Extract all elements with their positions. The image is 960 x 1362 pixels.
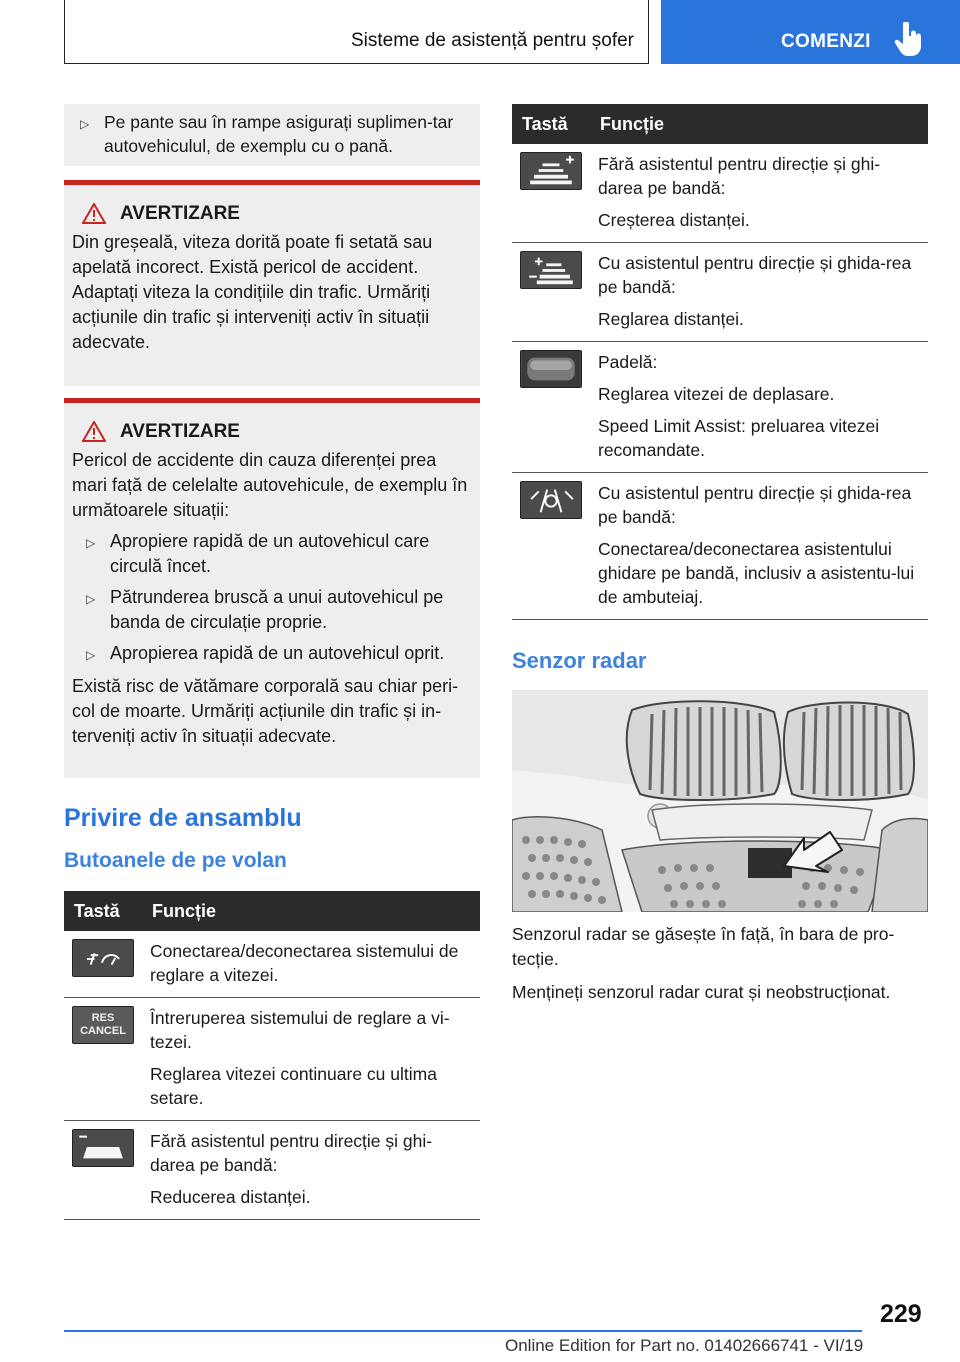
- footer-edition: Online Edition for Part no. 01402666741 - VI/19: [505, 1336, 864, 1355]
- section-heading: Privire de ansamblu: [64, 804, 302, 832]
- chapter-title: Sisteme de asistență pentru șofer: [350, 30, 634, 51]
- cruise-control-icon: [72, 939, 134, 977]
- table-row: RES CANCEL Întreruperea sistemului de reglare a vi-tezei. Reglarea vitezei continuare cu ultima setare.: [64, 998, 480, 1121]
- distance-increase-icon: [520, 152, 582, 190]
- list-item: ▷ Pătrunderea bruscă a unui autovehicul pe banda de circulație proprie.: [78, 585, 472, 635]
- steering-buttons-table-continued: [512, 104, 928, 620]
- distance-adjust-icon: [520, 251, 582, 289]
- rocker-paddle-icon: [520, 350, 582, 388]
- column-header-key: Tastă: [64, 891, 142, 931]
- subsection-heading: Butoanele de pe volan: [64, 849, 287, 872]
- footer-divider: [64, 1330, 862, 1332]
- triangle-bullet-icon: ▷: [80, 117, 90, 131]
- triangle-bullet-icon: ▷: [86, 536, 96, 550]
- table-row: Cu asistentul pentru direcție și ghida-rea pe bandă: Reglarea distanței.: [512, 243, 928, 342]
- steering-buttons-table: [64, 891, 480, 1220]
- hand-pointer-icon: [894, 22, 924, 56]
- warning-title: AVERTIZARE: [72, 201, 472, 226]
- radar-location-text: Senzorul radar se găsește în față, în bara de pro-tecție.: [512, 924, 895, 969]
- table-header-row: [64, 891, 480, 931]
- table-row: Fără asistentul pentru direcție și ghi-darea pe bandă: Creșterea distanței.: [512, 144, 928, 243]
- warning-triangle-icon: [82, 203, 106, 224]
- lane-assist-icon: [520, 481, 582, 519]
- table-row: Fără asistentul pentru direcție și ghi-darea pe bandă: Reducerea distanței.: [64, 1121, 480, 1220]
- column-header-function: Funcție: [142, 891, 480, 931]
- warning-intro: Pericol de accidente din cauza diferenței prea mari față de celelalte autovehicule, de exemplu în următoarele situații:: [72, 450, 468, 520]
- distance-decrease-icon: [72, 1129, 134, 1167]
- warning-text: Din greșeală, viteza dorită poate fi setată sau apelată incorect. Există pericol de accident. Adaptați viteza la condițiile din trafic. Urmăriți acțiunile din trafic și interveniți activ în situații adecvate.: [72, 232, 433, 352]
- column-header-key: Tastă: [512, 104, 590, 144]
- column-header-function: Funcție: [590, 104, 928, 144]
- radar-heading: Senzor radar: [512, 648, 647, 673]
- warning-box-1: [64, 180, 480, 386]
- warning-box-2: [64, 398, 480, 778]
- radar-care-text: Mențineți senzorul radar curat și neobstrucționat.: [512, 982, 891, 1002]
- table-row: Conectarea/deconectarea sistemului de reglare a vitezei.: [64, 931, 480, 998]
- section-title: COMENZI: [781, 31, 871, 52]
- list-item: ▷ Pe pante sau în rampe asigurați suplimen-tar autovehiculul, de exemplu cu o pană.: [72, 110, 470, 158]
- left-column: [64, 104, 480, 1220]
- triangle-bullet-icon: ▷: [86, 592, 96, 606]
- warning-title: AVERTIZARE: [72, 419, 472, 444]
- table-header-row: [512, 104, 928, 144]
- warning-triangle-icon: [82, 421, 106, 442]
- warning-outro: Există risc de vătămare corporală sau chiar peri-col de moarte. Urmăriți acțiunile din trafic și in-terveniți activ în situații adecvate.: [72, 676, 459, 746]
- list-item: ▷ Apropierea rapidă de un autovehicul oprit.: [78, 641, 472, 668]
- header-chapter-box: [64, 0, 649, 64]
- table-row: Cu asistentul pentru direcție și ghida-rea pe bandă: Conectarea/deconectarea asistentului ghidare pe bandă, inclusiv a asistentu-lui de ambuteiaj.: [512, 473, 928, 620]
- triangle-bullet-icon: ▷: [86, 648, 96, 662]
- table-row: Padelă: Reglarea vitezei de deplasare. Speed Limit Assist: preluarea vitezei recomandate.: [512, 342, 928, 473]
- list-item: ▷ Apropiere rapidă de un autovehicul care circulă încet.: [78, 529, 472, 579]
- car-front-radar-illustration: [512, 690, 928, 912]
- right-column: [512, 104, 928, 1005]
- page-number: 229: [880, 1300, 922, 1328]
- intro-note: [64, 104, 480, 166]
- header-section-tab[interactable]: [661, 0, 960, 64]
- res-cancel-icon: RES CANCEL: [72, 1006, 134, 1044]
